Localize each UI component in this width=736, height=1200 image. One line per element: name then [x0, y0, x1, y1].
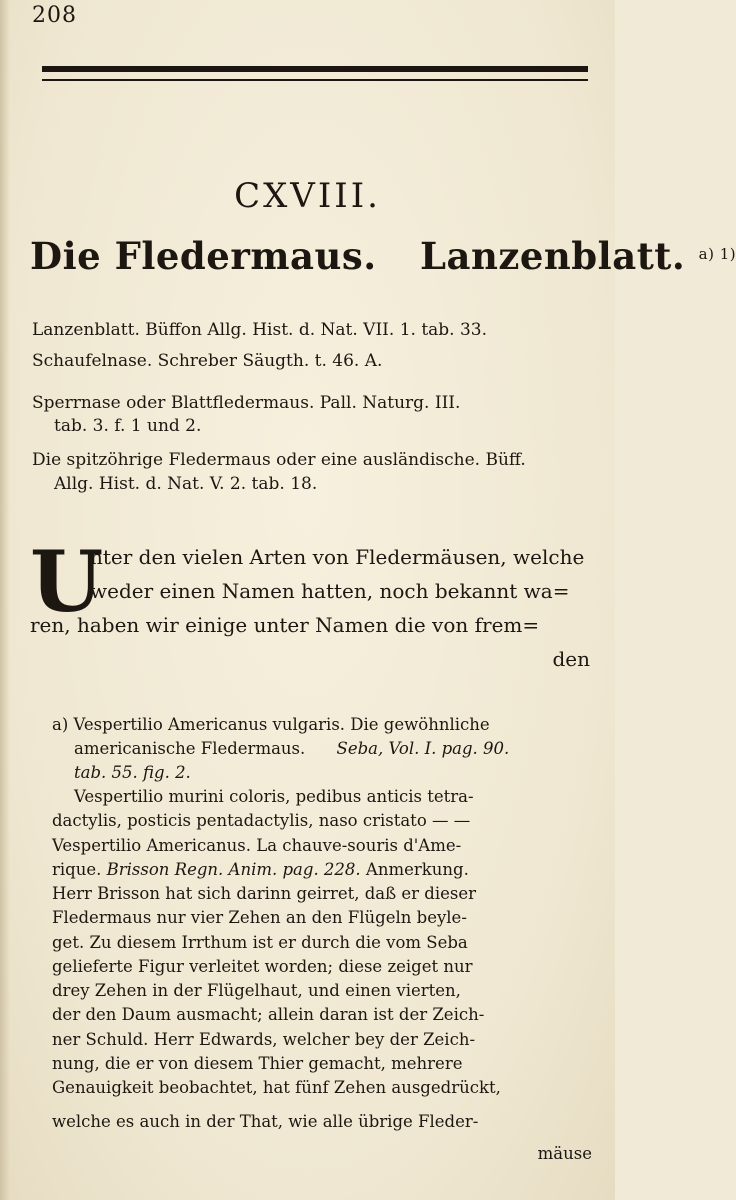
title-footnote-refs: a) 1) — [698, 245, 736, 263]
title-main: Die Fledermaus. — [30, 234, 377, 278]
footnote-line: Herr Brisson hat sich darinn geirret, daß er dieser — [52, 884, 477, 903]
anmerkung-label: Anmerkung. — [365, 860, 469, 879]
footnote-line: Fledermaus nur vier Zehen an den Flügeln beyle- — [52, 908, 467, 927]
section-title — [30, 234, 736, 278]
footnote-line — [52, 761, 592, 785]
header-rule-thick — [42, 66, 588, 72]
synonym-line: Lanzenblatt. Büffon Allg. Hist. d. Nat. VII. 1. tab. 33. — [32, 320, 488, 340]
header-rule-thin — [42, 79, 588, 81]
body-line: ren, haben wir einige unter Namen die von frem= — [30, 613, 540, 637]
footnote-line: a) Vespertilio Americanus vulgaris. Die gewöhnliche — [52, 715, 490, 734]
footnote-line: gelieferte Figur verleitet worden; diese zeiget nur — [52, 957, 473, 976]
footnote-text: rique. — [52, 860, 102, 879]
page-number: 208 — [32, 3, 77, 28]
brisson-citation: Brisson Regn. Anim. pag. 228. — [106, 860, 361, 879]
title-sub: Lanzenblatt. — [419, 234, 686, 278]
synonym-line-cont: Allg. Hist. d. Nat. V. 2. tab. 18. — [54, 474, 318, 494]
footnote-line: drey Zehen in der Flügelhaut, und einen vierten, — [52, 981, 461, 1000]
footnote-text: americanische Fledermaus. — [74, 739, 306, 758]
footnote-line — [52, 785, 592, 809]
footnote-line: Vespertilio Americanus. La chauve-souris d'Ame- — [52, 836, 462, 855]
footnote-line: get. Zu diesem Irrthum ist er durch die vom Seba — [52, 933, 468, 952]
footnote-line: ner Schuld. Herr Edwards, welcher bey der Zeich- — [52, 1030, 476, 1049]
synonym-line: Sperrnase oder Blattfledermaus. Pall. Naturg. III. — [32, 393, 461, 413]
footnote-line: der den Daum ausmacht; allein daran ist der Zeich- — [52, 1005, 485, 1024]
body-line: weder einen Namen hatten, noch bekannt wa= — [90, 579, 570, 603]
synonym-line — [32, 414, 602, 438]
catchword: den — [552, 647, 590, 671]
body-line: nter den vielen Arten von Fledermäusen, welche — [90, 545, 585, 569]
catchword: mäuse — [537, 1144, 592, 1163]
synonym-line: Die spitzöhrige Fledermaus oder eine ausländische. Büff. — [32, 450, 526, 470]
footnote-line: dactylis, posticis pentadactylis, naso cristato — — — [52, 811, 471, 830]
footnote-text: tab. 55. fig. 2. — [74, 763, 191, 782]
footnote-line — [52, 737, 592, 761]
drop-cap: U — [30, 532, 104, 631]
synonym-line: Schaufelnase. Schreber Säugth. t. 46. A. — [32, 351, 383, 371]
synonym-line-cont: tab. 3. f. 1 und 2. — [54, 416, 202, 436]
footnote-line: welche es auch in der That, wie alle übrige Fleder- — [52, 1112, 479, 1131]
section-numeral: CXVIII. — [234, 176, 381, 216]
footnote-line: nung, die er von diesem Thier gemacht, mehrere — [52, 1054, 463, 1073]
footnote-line: Genauigkeit beobachtet, hat fünf Zehen ausgedrückt, — [52, 1078, 501, 1097]
synonym-line — [32, 472, 602, 496]
footnote-line — [52, 858, 592, 882]
seba-citation: Seba, Vol. I. pag. 90. — [336, 739, 510, 758]
footnote-text: Vespertilio murini coloris, pedibus anticis tetra- — [74, 787, 474, 806]
